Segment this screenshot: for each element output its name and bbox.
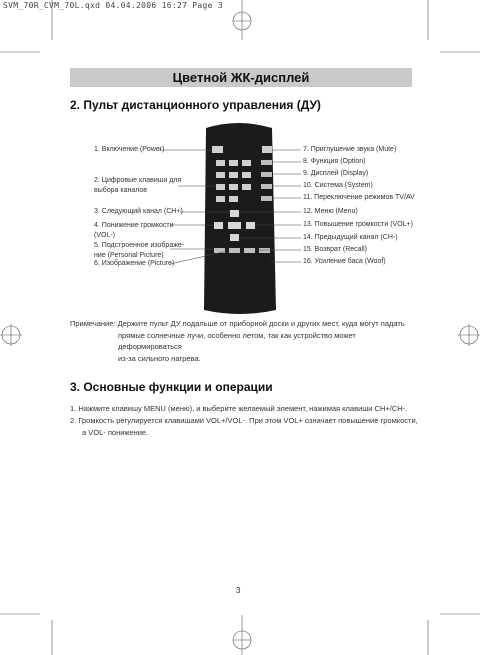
label-ch-minus: 14. Предыдущий канал (CH-) bbox=[303, 234, 398, 241]
remote-power-key bbox=[212, 146, 223, 153]
instruction-line: 2. Громкость регулируется клавишами VOL+/VOL-. При этом VOL+ означает повышение громкости, bbox=[70, 416, 418, 425]
page-number: 3 bbox=[236, 586, 241, 595]
label-ch-plus: 3. Следующий канал (CH+) bbox=[94, 208, 183, 215]
instructions bbox=[70, 403, 420, 439]
label-menu: 12. Меню (Menu) bbox=[303, 208, 358, 215]
label-vol-plus: 13. Повышение громкости (VOL+) bbox=[303, 221, 413, 228]
section-3-heading: 3. Основные функции и операции bbox=[70, 380, 273, 394]
label-vol-minus: 4. Понижение громкости (VOL-) bbox=[94, 222, 174, 239]
label-personal-picture: 5. Подстроенное изображе- ние (Personal Picture) bbox=[94, 242, 185, 259]
note-line: прямые солнечные лучи, особенно летом, так как устройство может деформироваться bbox=[118, 330, 356, 351]
page-title: Цветной ЖК-дисплей bbox=[172, 70, 310, 85]
note-paragraph bbox=[70, 318, 410, 364]
label-digit-keys: 2. Цифровые клавиши для выбора каналов bbox=[94, 177, 182, 194]
label-tv-av: 11. Переключение режимов TV/AV bbox=[303, 194, 415, 201]
instruction-line: 1. Нажмите клавишу MENU (меню), и выберите желаемый элемент, нажимая клавиши CH+/CH-. bbox=[70, 404, 408, 413]
file-header: SVM_70R_CVM_70L.qxd 04.04.2006 16:27 Page 3 bbox=[3, 1, 224, 10]
label-recall: 15. Возврат (Recall) bbox=[303, 246, 367, 253]
label-option: 8. Функция (Option) bbox=[303, 158, 366, 165]
label-mute: 7. Приглушение звука (Mute) bbox=[303, 146, 397, 153]
remote-control-illustration bbox=[204, 123, 276, 314]
section-2-heading: 2. Пульт дистанционного управления (ДУ) bbox=[70, 98, 321, 112]
remote-mute-key bbox=[262, 146, 272, 153]
label-woof: 16. Усиление баса (Woof) bbox=[303, 258, 386, 265]
label-display: 9. Дисплей (Display) bbox=[303, 170, 369, 177]
note-line: из-за сильного нагрева. bbox=[118, 353, 201, 363]
label-power: 1. Включение (Power) bbox=[94, 146, 165, 153]
instruction-line: а VOL- понижение. bbox=[82, 428, 149, 437]
label-system: 10. Система (System) bbox=[303, 182, 373, 189]
note-line: Примечание: Держите пульт ДУ подальше от приборной доски и других мест, куда могут падать bbox=[70, 319, 405, 328]
label-picture: 6. Изображение (Picture) bbox=[94, 260, 175, 267]
